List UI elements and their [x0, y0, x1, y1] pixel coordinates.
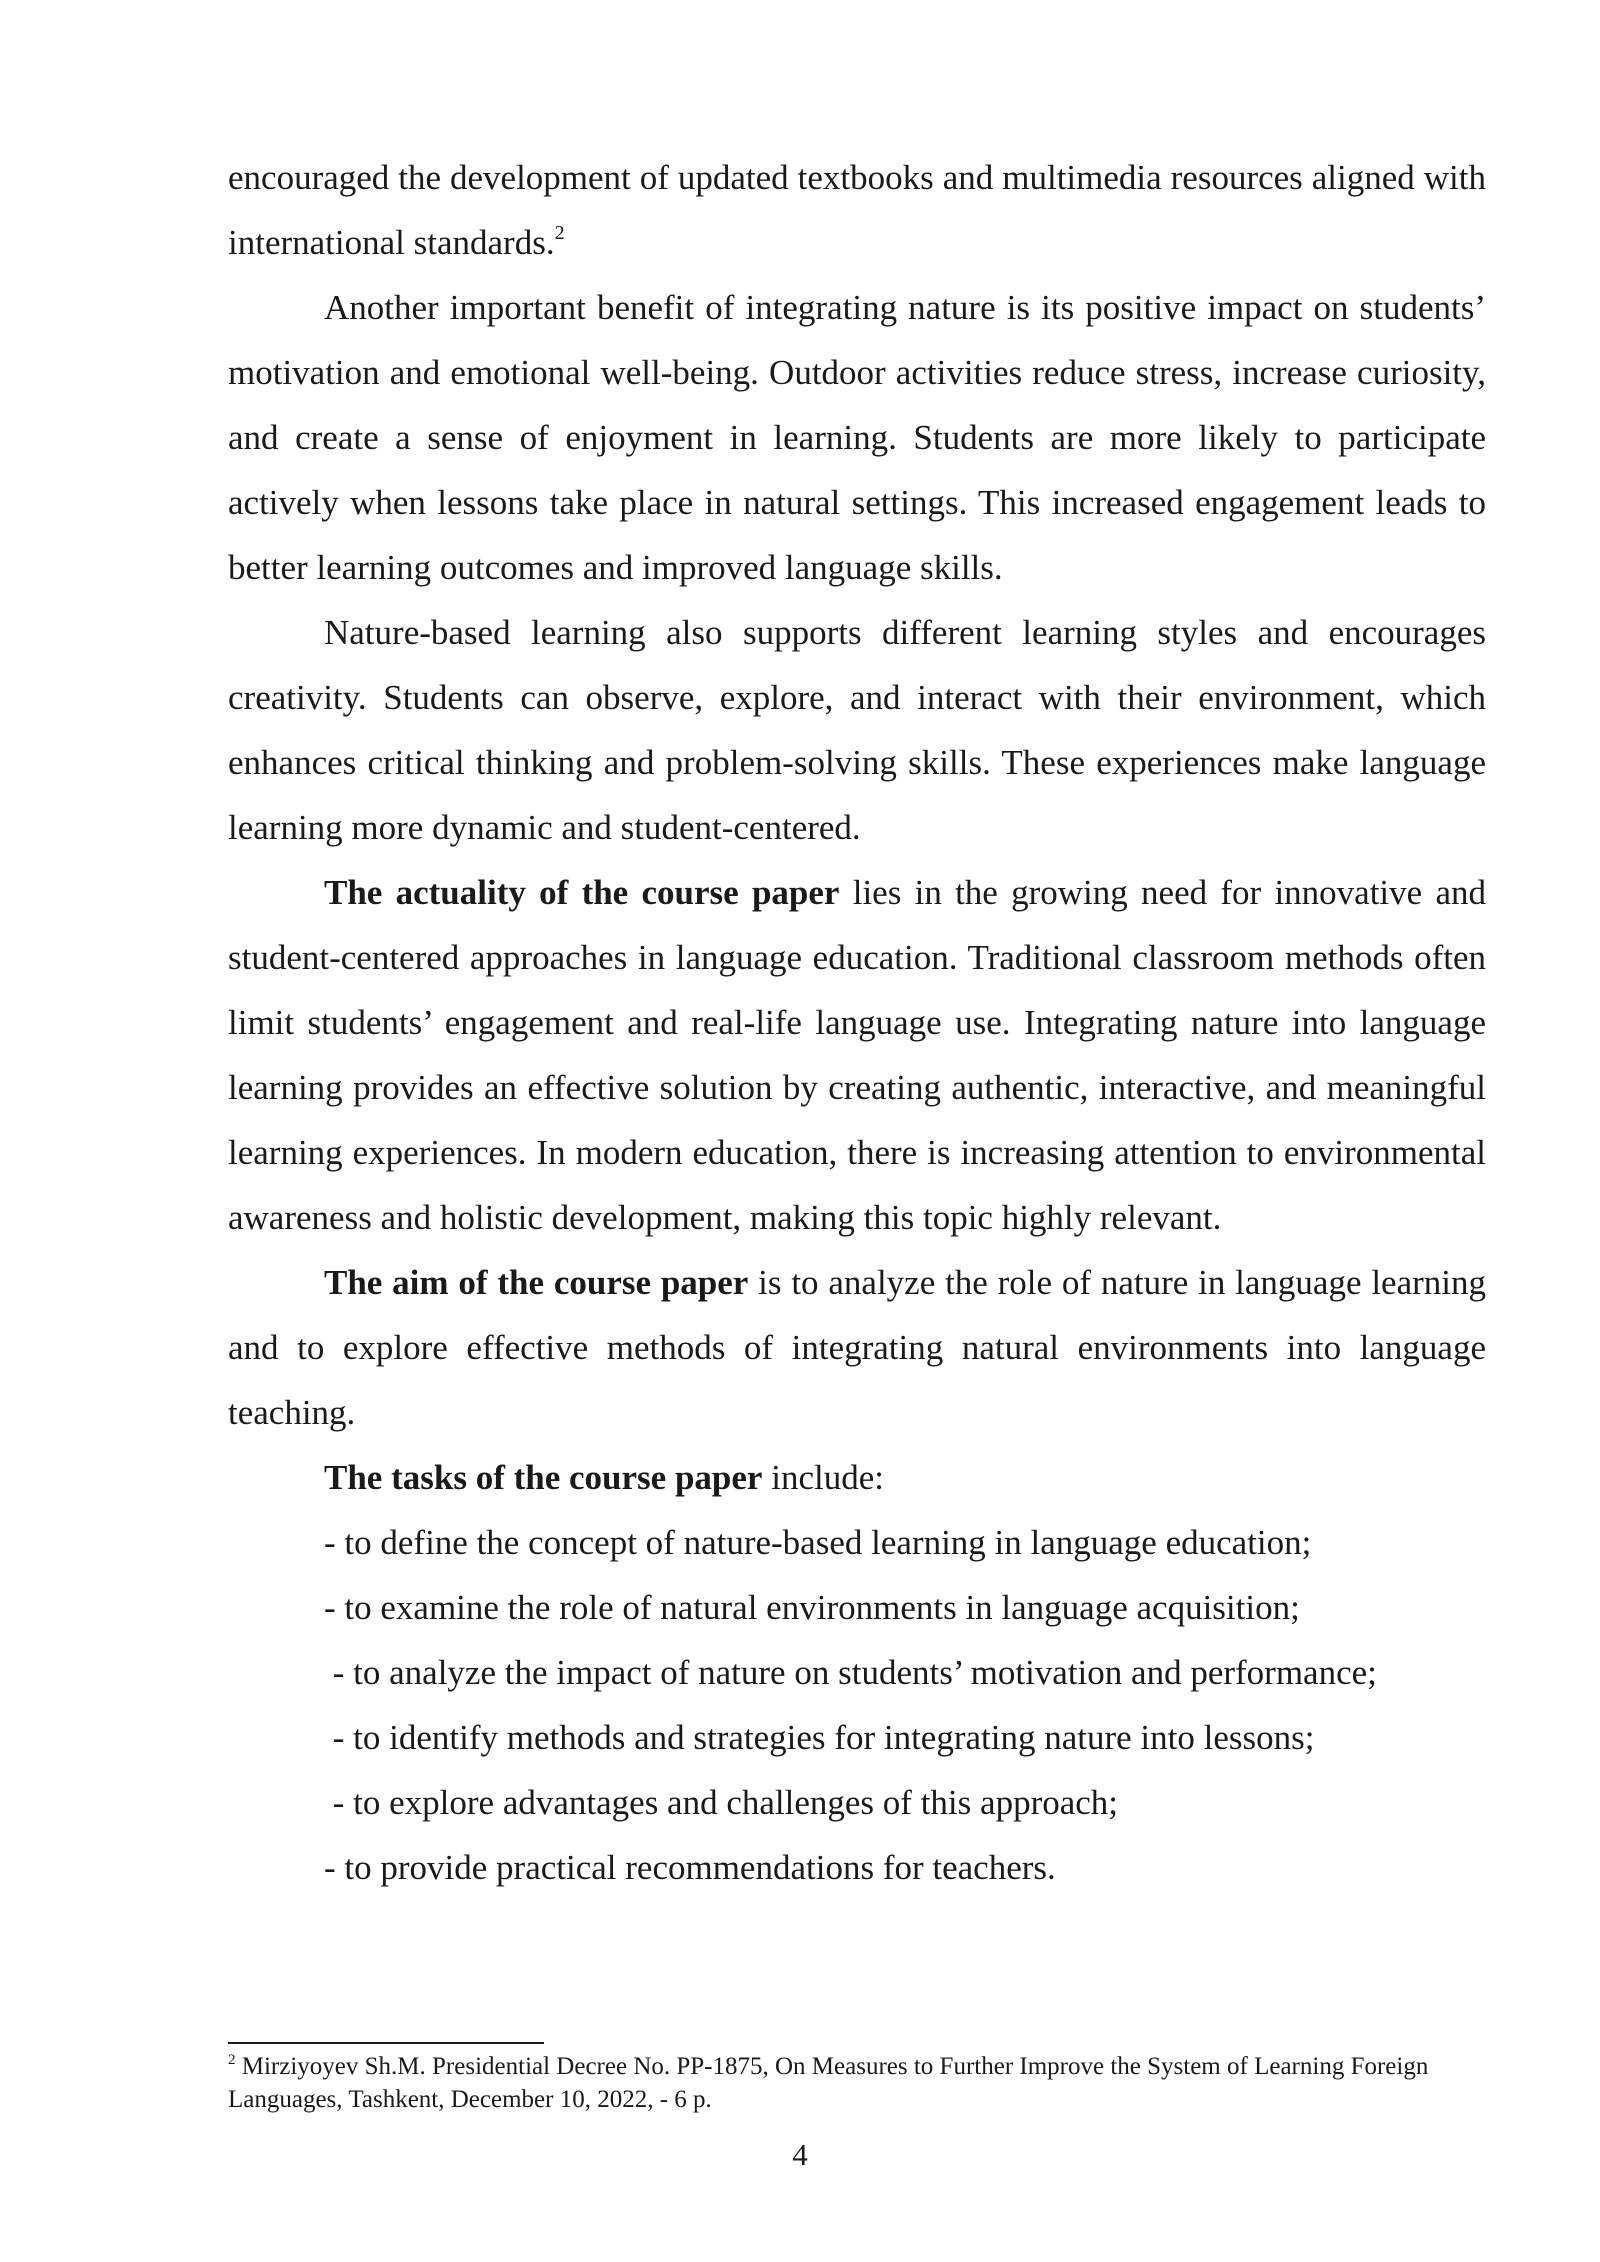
task-item: - to analyze the impact of nature on students’ motivation and performance;: [324, 1653, 1377, 1692]
actuality-heading: The actuality of the course paper: [324, 873, 840, 912]
task-item: - to explore advantages and challenges of this approach;: [324, 1783, 1119, 1822]
aim-text: is to analyze the role of nature in language learning and to explore effective methods of integrating natural environments into language teaching.: [228, 1263, 1486, 1432]
footnote-separator: [228, 2042, 544, 2044]
footnote-text: Mirziyoyev Sh.M. Presidential Decree No. PP-1875, On Measures to Further Improve the System of Learning Foreign Languages, Tashkent, December 10, 2022, - 6 p.: [228, 2053, 1429, 2113]
paragraph-aim: [228, 1250, 1486, 1445]
task-item: - to provide practical recommendations for teachers.: [324, 1848, 1056, 1887]
task-item: - to define the concept of nature-based learning in language education;: [324, 1523, 1312, 1562]
task-item: - to examine the role of natural environments in language acquisition;: [324, 1588, 1300, 1627]
task-item: - to identify methods and strategies for integrating nature into lessons;: [324, 1718, 1315, 1757]
tasks-intro: [228, 1445, 1486, 1510]
paragraph-continuation: [228, 145, 1486, 275]
tasks-intro-text: include:: [762, 1458, 884, 1497]
footnote-reference: 2: [554, 222, 565, 244]
paragraph-learning-styles: Nature-based learning also supports different learning styles and encourages creativity. Students can observe, explore, and interact with their environment, which enhances critical thinking and problem-solving skills. These experiences make language learning more dynamic and student-centered.: [228, 613, 1486, 847]
paragraph-benefits: Another important benefit of integrating nature is its positive impact on students’ motivation and emotional well-being. Outdoor activities reduce stress, increase curiosity, and create a sense of enjoyment in learning. Students are more likely to participate actively when lessons take place in natural settings. This increased engagement leads to better learning outcomes and improved language skills.: [228, 288, 1486, 587]
tasks-heading: The tasks of the course paper: [324, 1458, 763, 1497]
actuality-text: lies in the growing need for innovative and student-centered approaches in language education. Traditional classroom methods often limit students’ engagement and real-life language use. Integrating nature into language learning provides an effective solution by creating authentic, interactive, and meaningful learning experiences. In modern education, there is increasing attention to environmental awareness and holistic development, making this topic highly relevant.: [228, 873, 1486, 1237]
aim-heading: The aim of the course paper: [324, 1263, 749, 1302]
paragraph-continuation-text: encouraged the development of updated textbooks and multimedia resources aligned with international standards.: [228, 158, 1486, 262]
page-number: 4: [792, 2137, 808, 2172]
footnote-marker: 2: [228, 2052, 236, 2068]
document-body: [228, 145, 1486, 1900]
footnote: [228, 2050, 1486, 2116]
paragraph-actuality: [228, 860, 1486, 1250]
